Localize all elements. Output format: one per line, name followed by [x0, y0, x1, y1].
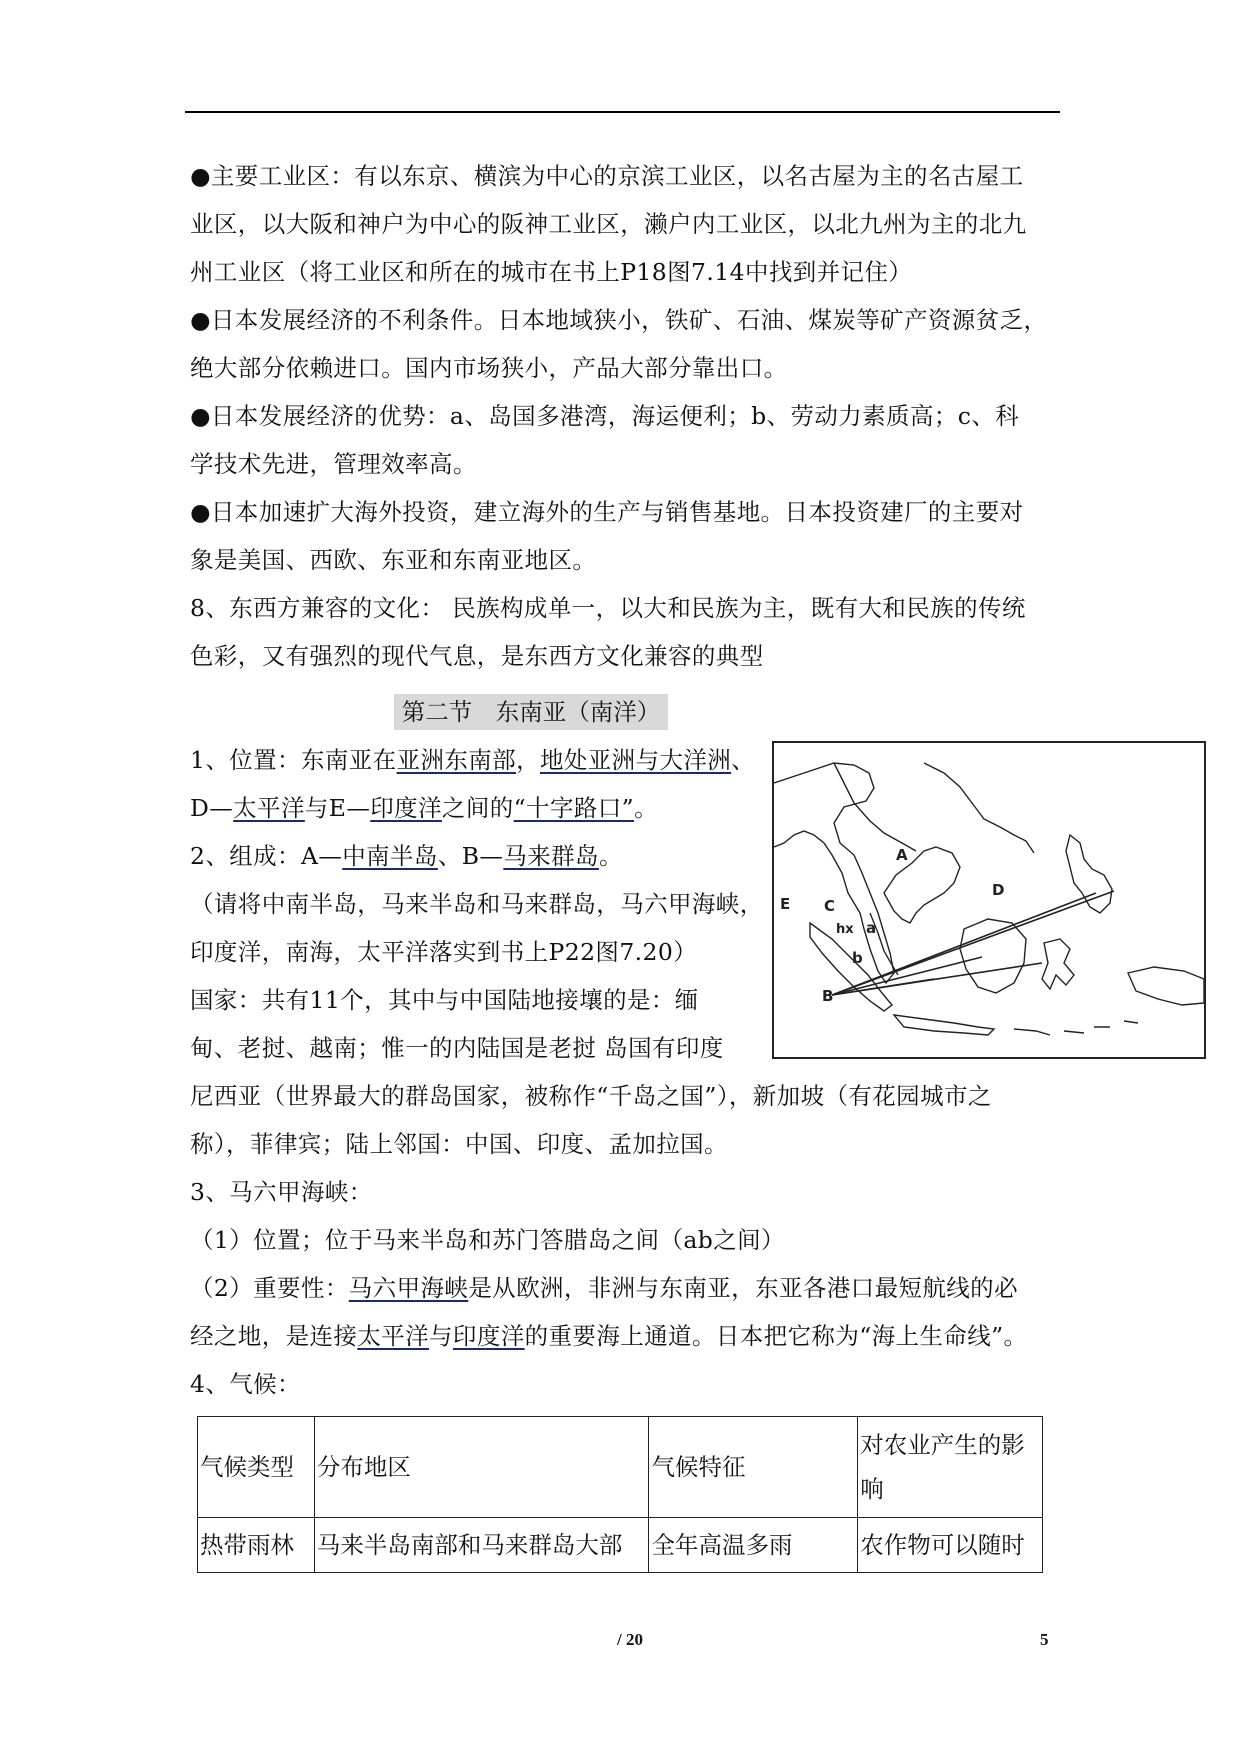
- page-number: 5: [1040, 1630, 1049, 1649]
- text-line: 象是美国、西欧、东亚和东南亚地区。: [190, 546, 597, 574]
- malacca-importance: （2）重要性：马六甲海峡是从欧洲，非洲与东南亚，东亚各港口最短航线的必: [190, 1274, 1018, 1302]
- malacca-importance-2: 经之地，是连接太平洋与印度洋的重要海上通道。日本把它称为“海上生命线”。: [190, 1322, 1028, 1350]
- text-line: 甸、老挝、越南；惟一的内陆国是老挝 岛国有印度: [190, 1034, 724, 1062]
- header-rule: [185, 111, 1060, 113]
- sulawesi: [1042, 939, 1074, 989]
- text-line: 国家：共有11个，其中与中国陆地接壤的是：缅: [190, 986, 699, 1014]
- text-line: 州工业区（将工业区和所在的城市在书上P18图7.14中找到并记住）: [190, 258, 913, 286]
- map-label-C: C: [824, 897, 836, 915]
- map-label-D: D: [992, 881, 1005, 899]
- text-line: ●日本加速扩大海外投资，建立海外的生产与销售基地。日本投资建厂的主要对: [190, 498, 1024, 526]
- text-line: 尼西亚（世界最大的群岛国家，被称作“千岛之国”），新加坡（有花园城市之: [190, 1082, 992, 1110]
- text-line: 印度洋，南海，太平洋落实到书上P22图7.20）: [190, 938, 698, 966]
- map-label-hx: hx: [836, 922, 854, 937]
- islands: [1014, 1021, 1138, 1035]
- table-row: [198, 1518, 1043, 1573]
- climate-table: [197, 1416, 1043, 1573]
- china-coast: [924, 763, 1034, 853]
- text-line: 称），菲律宾；陆上邻国：中国、印度、孟加拉国。: [190, 1130, 728, 1158]
- map-label-E: E: [780, 895, 791, 913]
- table-cell: 热带雨林: [198, 1518, 315, 1573]
- java: [894, 1015, 994, 1035]
- borneo: [960, 919, 1026, 993]
- table-cell: 全年高温多雨: [649, 1518, 858, 1573]
- table-cell: 农作物可以随时: [858, 1518, 1043, 1573]
- map-label-A: A: [896, 846, 908, 864]
- new-guinea: [1128, 967, 1204, 1005]
- table-header: 分布地区: [314, 1417, 649, 1518]
- text-line: （1）位置；位于马来半岛和苏门答腊岛之间（ab之间）: [190, 1226, 785, 1254]
- mainland-coast: [774, 763, 894, 983]
- map-label-a: a: [866, 919, 877, 937]
- map-label-B: B: [822, 987, 834, 1005]
- text-line: ●日本发展经济的不利条件。日本地域狭小，铁矿、石油、煤炭等矿产资源贫乏，: [190, 306, 1048, 334]
- text-line: 4、气候：: [190, 1370, 301, 1398]
- text-line: 8、东西方兼容的文化： 民族构成单一，以大和民族为主，既有大和民族的传统: [190, 594, 1026, 622]
- text-line: 色彩，又有强烈的现代气息，是东西方文化兼容的典型: [190, 642, 764, 670]
- shipping-route: [832, 893, 1096, 995]
- text-line: （请将中南半岛，马来半岛和马来群岛，马六甲海峡，: [190, 890, 764, 918]
- composition-line: 2、组成：A—中南半岛、B—马来群岛。: [190, 842, 623, 870]
- map-label-b: b: [852, 949, 863, 967]
- text-line: 3、马六甲海峡：: [190, 1178, 373, 1206]
- text-line: ●主要工业区：有以东京、横滨为中心的京滨工业区，以名古屋为主的名古屋工: [190, 162, 1024, 190]
- section-title: 第二节 东南亚（南洋）: [394, 694, 668, 730]
- text-line: 业区，以大阪和神户为中心的阪神工业区，濑户内工业区，以北九州为主的北九: [190, 210, 1027, 238]
- page-total: / 20: [617, 1630, 643, 1649]
- position-line: 1、位置：东南亚在亚洲东南部，地处亚洲与大洋洲、: [190, 746, 756, 774]
- table-header-row: [198, 1417, 1043, 1518]
- table-header: 气候类型: [198, 1417, 315, 1518]
- text-line: ●日本发展经济的优势：a、岛国多港湾，海运便利；b、劳动力素质高；c、科: [190, 402, 1020, 430]
- table-header: 气候特征: [649, 1417, 858, 1518]
- text-line: 绝大部分依赖进口。国内市场狭小，产品大部分靠出口。: [190, 354, 788, 382]
- table-header: 对农业产生的影响: [858, 1417, 1043, 1518]
- text-line: 学技术先进，管理效率高。: [190, 450, 477, 478]
- position-line-2: D—太平洋与E—印度洋之间的“十字路口”。: [190, 794, 658, 822]
- table-cell: 马来半岛南部和马来群岛大部: [314, 1518, 649, 1573]
- southeast-asia-map: [772, 741, 1206, 1059]
